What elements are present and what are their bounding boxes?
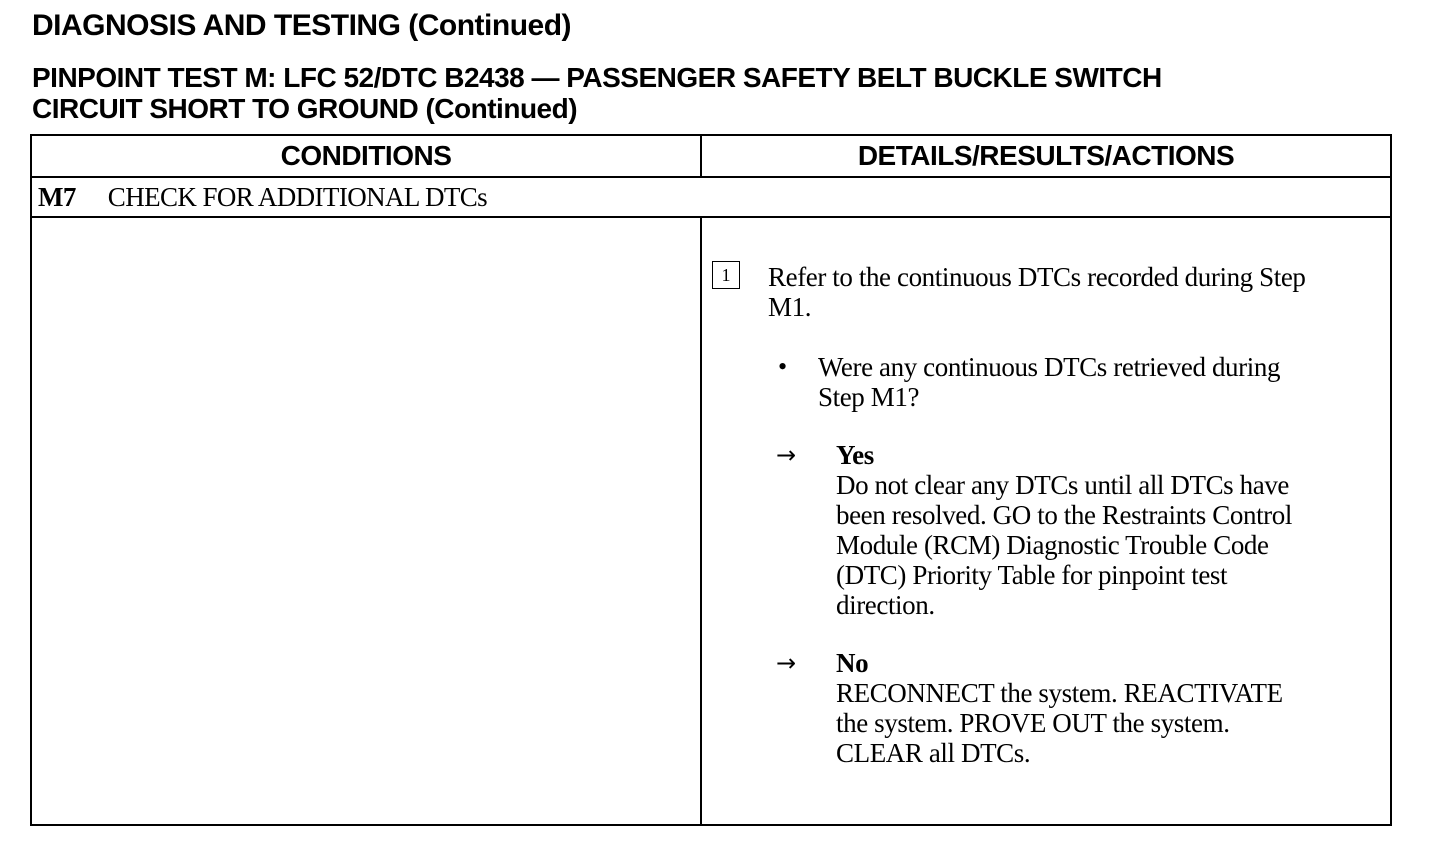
step-id: M7 (38, 182, 76, 212)
no-line-2: the system. PROVE OUT the system. (836, 708, 1230, 738)
step-number-box: 1 (712, 261, 740, 289)
conditions-column-header: CONDITIONS (280, 140, 452, 171)
arrow-right-icon: → (776, 649, 797, 677)
yes-result (836, 440, 1388, 620)
instruction-line-1: Refer to the continuous DTCs recorded during Step (768, 262, 1306, 292)
yes-label: Yes (836, 440, 874, 470)
yes-line-3: Module (RCM) Diagnostic Trouble Code (836, 530, 1269, 560)
no-line-1: RECONNECT the system. REACTIVATE (836, 678, 1283, 708)
question-line-1: Were any continuous DTCs retrieved during (818, 352, 1281, 382)
arrow-right-icon: → (776, 441, 797, 469)
no-result (836, 648, 1388, 768)
yes-line-2: been resolved. GO to the Restraints Control (836, 500, 1292, 530)
section-title: DIAGNOSIS AND TESTING (Continued) (32, 9, 572, 42)
instruction-text (768, 262, 1388, 322)
question-text (818, 352, 1388, 412)
yes-line-4: (DTC) Priority Table for pinpoint test (836, 560, 1228, 590)
conditions-cell (32, 218, 700, 824)
yes-line-1: Do not clear any DTCs until all DTCs have (836, 470, 1290, 500)
no-line-3: CLEAR all DTCs. (836, 738, 1031, 768)
no-label: No (836, 648, 869, 678)
bullet-icon: • (778, 352, 788, 381)
column-divider-header (700, 136, 702, 176)
step-row (38, 178, 487, 216)
step-title: CHECK FOR ADDITIONAL DTCs (107, 182, 488, 212)
details-column-header: DETAILS/RESULTS/ACTIONS (857, 140, 1235, 171)
test-title-line-1: PINPOINT TEST M: LFC 52/DTC B2438 — PASSENGER SAFETY BELT BUCKLE SWITCH (32, 62, 1162, 93)
test-title-line-2: CIRCUIT SHORT TO GROUND (Continued) (32, 93, 578, 124)
question-line-2: Step M1? (818, 382, 920, 412)
yes-line-5: direction. (836, 590, 935, 620)
pinpoint-test-title (32, 62, 1162, 124)
pinpoint-test-table (30, 134, 1392, 826)
instruction-line-2: M1. (768, 292, 812, 322)
column-divider-body (700, 216, 702, 824)
